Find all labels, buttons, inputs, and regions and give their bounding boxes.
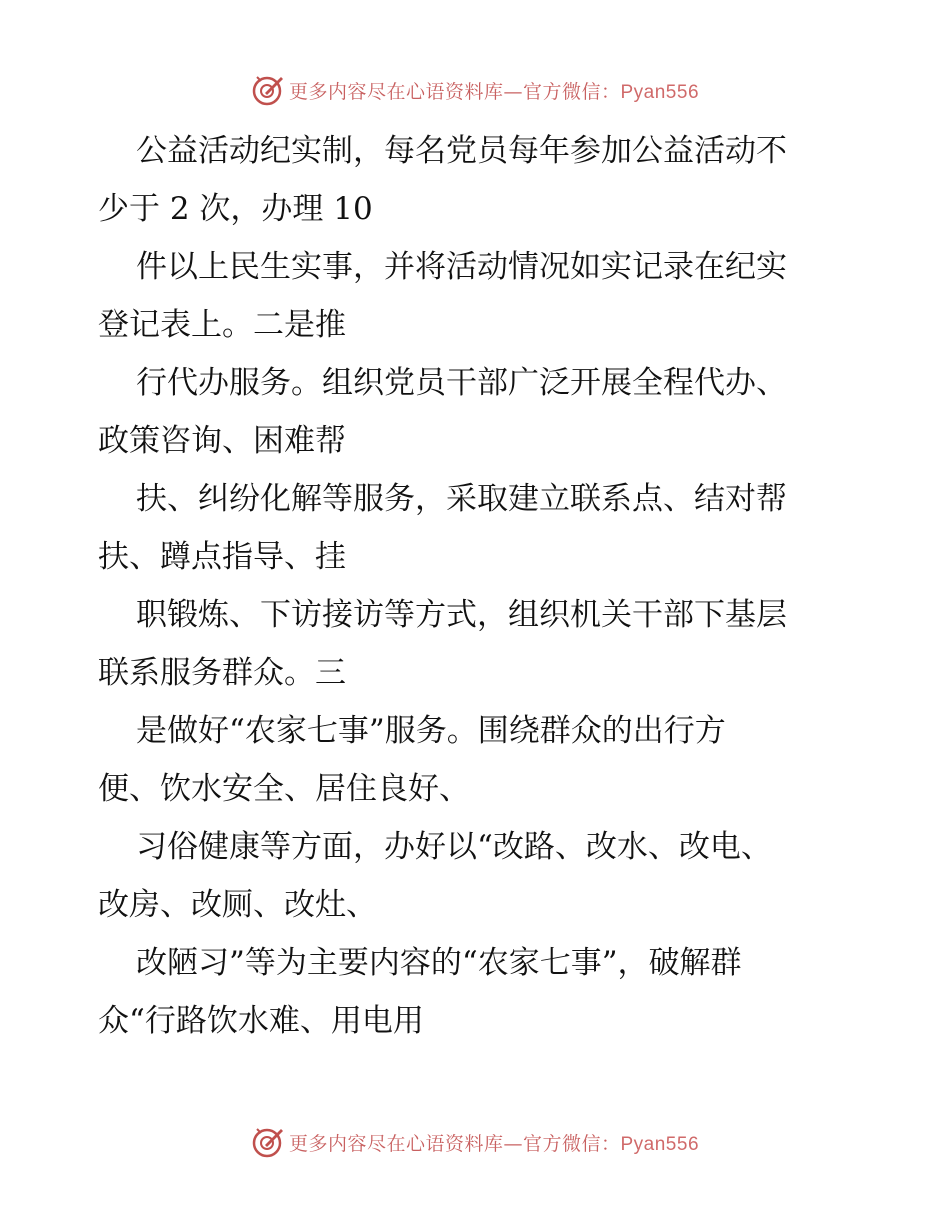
body-line: 少于 2 次，办理 10 [98, 191, 373, 227]
footer-watermark [0, 1122, 950, 1162]
body-line: 扶、蹲点指导、挂 [98, 539, 346, 575]
body-line: 便、饮水安全、居住良好、 [98, 771, 470, 807]
body-line: 众“行路饮水难、用电用 [98, 1003, 424, 1039]
watermark-wechat-id: Pyan556 [620, 1133, 700, 1155]
document-body [98, 122, 858, 1050]
watermark-site: 更多内容尽在心语资料库 [288, 80, 504, 103]
watermark-wechat-label: 官方微信： [522, 80, 621, 103]
watermark-dash: — [503, 80, 523, 103]
header-watermark [0, 70, 950, 110]
body-line: 联系服务群众。三 [98, 655, 346, 691]
body-line: 登记表上。二是推 [98, 307, 346, 343]
body-line: 行代办服务。组织党员干部广泛开展全程代办、 [136, 365, 787, 401]
body-line: 是做好“农家七事”服务。围绕群众的出行方 [136, 713, 726, 749]
watermark-site: 更多内容尽在心语资料库 [288, 1132, 504, 1155]
pen-logo-icon [251, 1125, 285, 1159]
body-line: 改房、改厕、改灶、 [98, 887, 377, 923]
pen-logo-icon [251, 73, 285, 107]
body-line: 公益活动纪实制，每名党员每年参加公益活动不 [136, 133, 787, 169]
watermark-wechat-id: Pyan556 [620, 81, 700, 103]
body-line: 扶、纠纷化解等服务，采取建立联系点、结对帮 [136, 481, 787, 517]
body-line: 职锻炼、下访接访等方式，组织机关干部下基层 [136, 597, 787, 633]
body-line: 件以上民生实事，并将活动情况如实记录在纪实 [136, 249, 787, 285]
body-line: 习俗健康等方面，办好以“改路、改水、改电、 [136, 829, 772, 865]
watermark-wechat-label: 官方微信： [522, 1132, 621, 1155]
body-line: 改陋习”等为主要内容的“农家七事”，破解群 [136, 945, 742, 981]
body-line: 政策咨询、困难帮 [98, 423, 346, 459]
watermark-text [289, 77, 699, 104]
watermark-text [289, 1129, 699, 1156]
watermark-dash: — [503, 1132, 523, 1155]
